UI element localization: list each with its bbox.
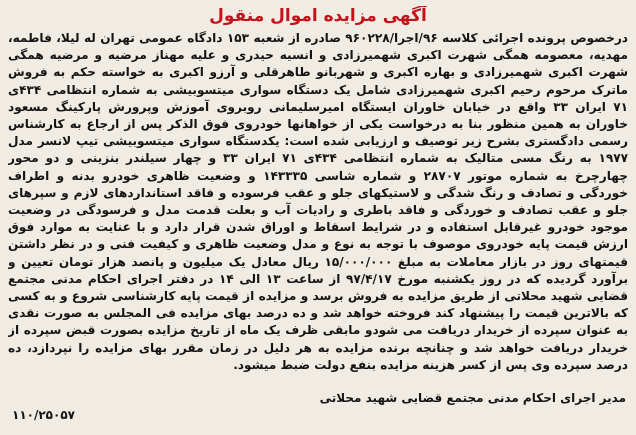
notice-title: آگهی مزایده اموال منقول	[209, 6, 427, 26]
notice-code: ۱۱۰/۲۵۰۵۷	[12, 408, 75, 422]
signature-text: مدیر اجرای احکام مدنی مجتمع قضایی شهید محلاتی	[319, 391, 626, 405]
notice-signature	[8, 390, 628, 407]
notice-body: درخصوص پرونده اجرائی کلاسه ۹۶/اجرا/۹۶۰۲۲۸ صادره از شعبه ۱۵۳ دادگاه عمومی تهران له لیلا، فاطمه، مهدیه، معصومه همگی شهرت اکبری شهمیرزادی و انسیه حیدری و علیه مهناز مرضیه و مرضیه همگی شهرت اکبری شهمیرزادی و بهاره اکبری و شهربانو طاهرقلی و آرزو اکبری به خواسته حکم به فروش ماترک مرحوم رحیم اکبری شهمیرزادی شامل یک دستگاه سواری میتسوبیشی به شماره انتظامی ۴۳۴ی ۷۱ ایران ۳۳ واقع در خیابان خاوران ایستگاه امیرسلیمانی روبروی آموزش وپرورش پارکینگ مسعود خاوران به همین منظور بنا به درخواست یکی از خواهانها خودروی فوق الذکر پس از ارجاع به کارشناس رسمی دادگستری بشرح زیر توصیف و ارزیابی شده است: یکدستگاه سواری میتسوبیشی تیپ لانسر مدل ۱۹۷۷ به رنگ مسی متالیک به شماره انتظامی ۴۳۴ی ۷۱ ایران ۳۳ و چهار سیلندر بنزینی و دو محور چهارچرخ به شماره موتور ۲۸۷۰۷ و شماره شاسی ۱۴۳۳۳۵ و وضعیت ظاهری خودرو بدنه و اطراف خوردگی و تصادف و رنگ شدگی و لاستیکهای جلو و عقب فرسوده و فاقد استانداردهای لازم و سپرهای جلو و عقب تصادف و خوردگی و فاقد باطری و رادیات آب و بعلت قدمت مدل و فرسودگی در وضعیت موجود خودرو غیرقابل استفاده و در شرایط اسقاط و اوراق شدن قرار دارد و با عنایت به موارد فوق ارزش قیمت پایه خودروی موصوف با توجه به نوع و مدل وضعیت ظاهری و کیفیت فنی و در نظر داشتن قیمتهای روز در بازار معاملات به مبلغ ۱۵/۰۰۰/۰۰۰ ریال معادل یک میلیون و پانصد هزار تومان تعیین و برآورد گردیده که در روز یکشنبه مورخ ۹۷/۴/۱۷ از ساعت ۱۳ الی ۱۴ در دفتر اجرای احکام مدنی مجتمع قضایی شهید محلاتی از طریق مزایده به فروش برسد و مزایده از قیمت پایه کارشناسی شروع و به کسی که بالاترین قیمت را پیشنهاد کند فروخته خواهد شد و ده درصد بهای مزایده فی المجلس به صورت نقدی به عنوان سپرده از خریدار دریافت می شودو مابقی ظرف یک ماه از تاریخ مزایده بصورت قبض سپرده از خریدار دریافت خواهد شد و چنانچه برنده مزایده به هر دلیل در زمان مقرر بهای مزایده را نپردازد، ده درصد سپرده وی پس از کسر هزینه مزایده بنفع دولت ضبط میشود.	[8, 31, 628, 372]
